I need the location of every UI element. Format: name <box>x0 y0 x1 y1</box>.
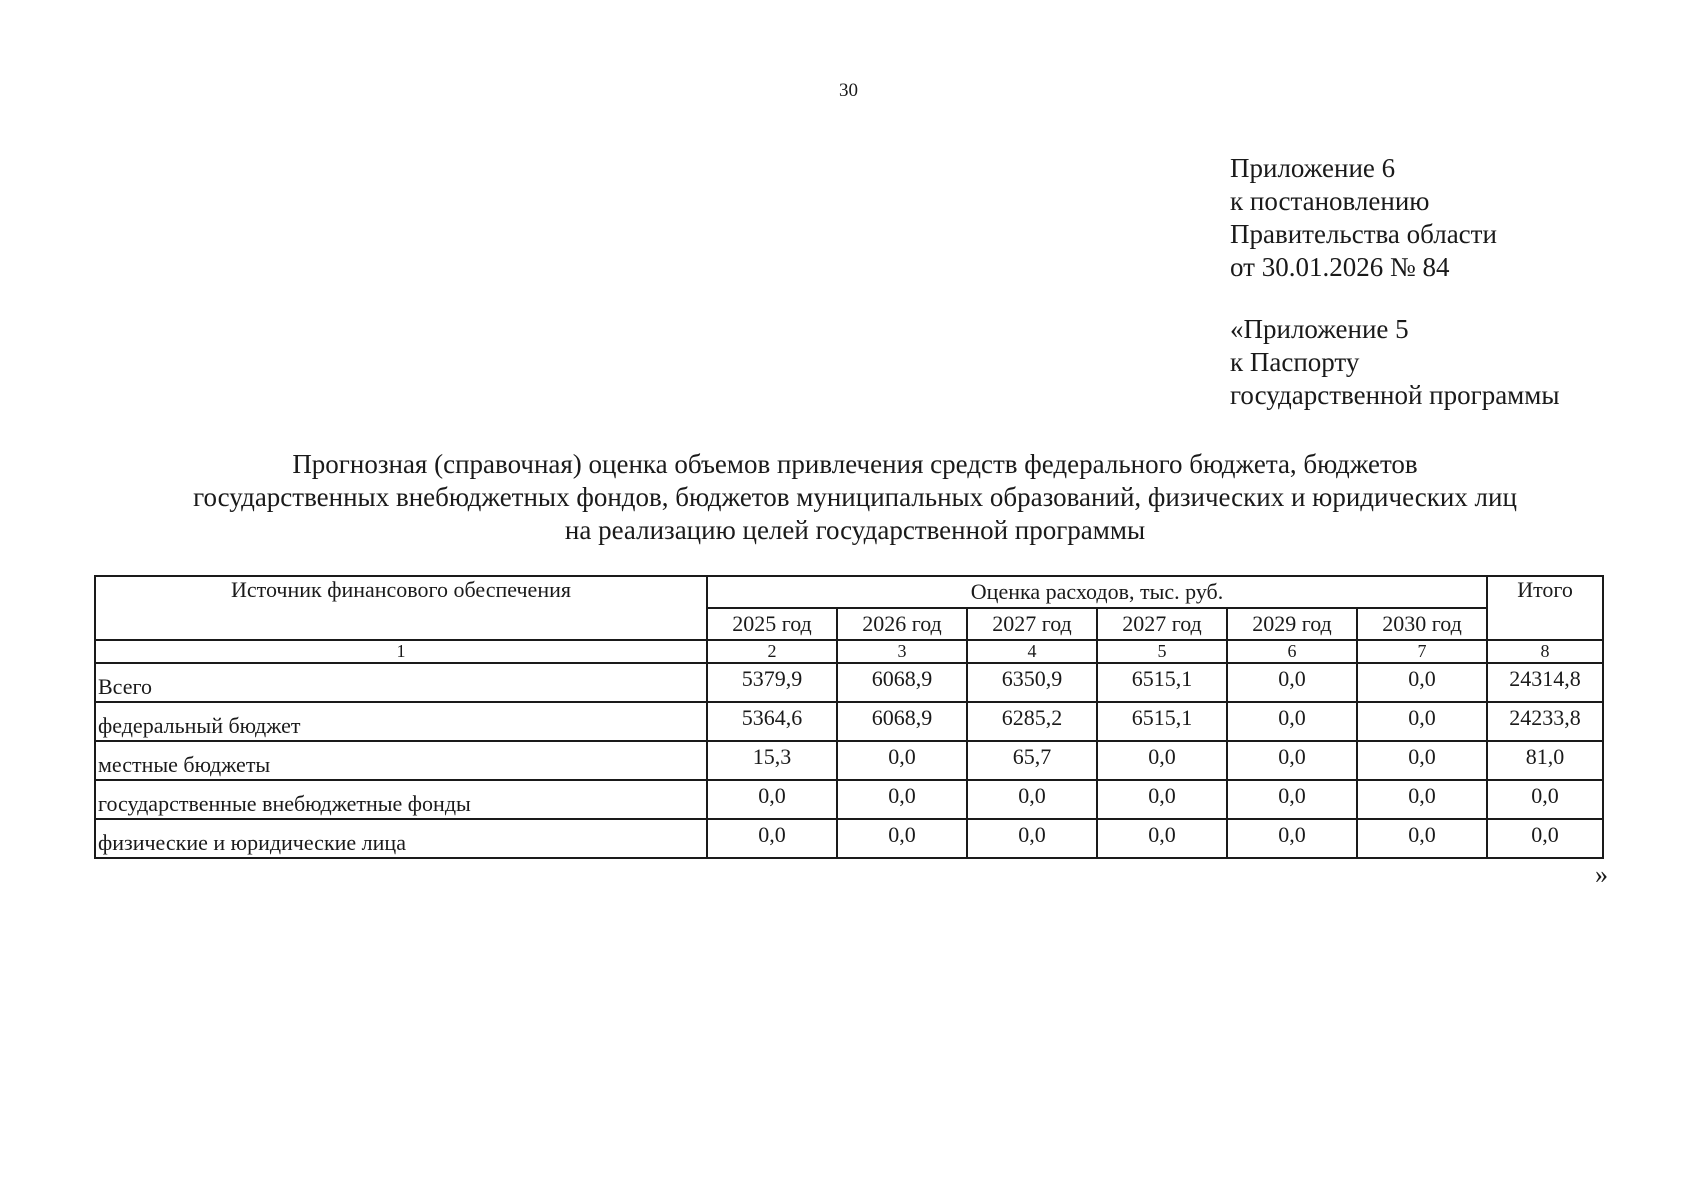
cell-value: 5379,9 <box>707 663 837 702</box>
column-number: 5 <box>1097 640 1227 663</box>
cell-value: 0,0 <box>1227 819 1357 858</box>
table-row <box>95 663 1603 702</box>
cell-value: 0,0 <box>1227 741 1357 780</box>
cell-value: 0,0 <box>1227 780 1357 819</box>
column-number: 2 <box>707 640 837 663</box>
cell-value: 6068,9 <box>837 702 967 741</box>
column-number: 6 <box>1227 640 1357 663</box>
closing-quote: » <box>1595 860 1608 889</box>
column-number: 4 <box>967 640 1097 663</box>
cell-value: 0,0 <box>967 780 1097 819</box>
column-number: 8 <box>1487 640 1603 663</box>
cell-total: 0,0 <box>1487 819 1603 858</box>
cell-value: 0,0 <box>1097 819 1227 858</box>
table-row <box>95 741 1603 780</box>
column-number: 7 <box>1357 640 1487 663</box>
document-title <box>80 448 1630 547</box>
column-number-row <box>95 640 1603 663</box>
cell-value: 0,0 <box>1097 741 1227 780</box>
cell-value: 6068,9 <box>837 663 967 702</box>
row-label: местные бюджеты <box>95 741 707 780</box>
title-line: государственных внебюджетных фондов, бюджетов муниципальных образований, физических и юридических лиц <box>193 482 1517 512</box>
cell-value: 6285,2 <box>967 702 1097 741</box>
cell-value: 6515,1 <box>1097 702 1227 741</box>
cell-value: 0,0 <box>1227 702 1357 741</box>
quoted-appendix-line: государственной программы <box>1230 380 1560 410</box>
appendix-line: Правительства области <box>1230 219 1497 249</box>
cell-value: 0,0 <box>1357 819 1487 858</box>
header-year: 2027 год <box>967 608 1097 640</box>
title-line: на реализацию целей государственной программы <box>564 515 1146 545</box>
header-year: 2029 год <box>1227 608 1357 640</box>
cell-value: 5364,6 <box>707 702 837 741</box>
cell-value: 6515,1 <box>1097 663 1227 702</box>
cell-value: 6350,9 <box>967 663 1097 702</box>
header-year: 2030 год <box>1357 608 1487 640</box>
financing-table <box>94 575 1604 859</box>
header-year: 2027 год <box>1097 608 1227 640</box>
cell-total: 24314,8 <box>1487 663 1603 702</box>
cell-total: 81,0 <box>1487 741 1603 780</box>
row-label: Всего <box>95 663 707 702</box>
title-line: Прогнозная (справочная) оценка объемов привлечения средств федерального бюджета, бюджетов <box>292 449 1418 479</box>
cell-value: 15,3 <box>707 741 837 780</box>
quoted-appendix-line: «Приложение 5 <box>1230 314 1409 344</box>
header-source: Источник финансового обеспечения <box>95 576 707 640</box>
cell-value: 0,0 <box>707 780 837 819</box>
header-expense-estimate: Оценка расходов, тыс. руб. <box>707 576 1487 608</box>
cell-total: 24233,8 <box>1487 702 1603 741</box>
cell-value: 65,7 <box>967 741 1097 780</box>
header-total: Итого <box>1487 576 1603 640</box>
cell-value: 0,0 <box>1357 702 1487 741</box>
row-label: федеральный бюджет <box>95 702 707 741</box>
cell-value: 0,0 <box>837 780 967 819</box>
appendix-block <box>1230 152 1560 412</box>
row-label: государственные внебюджетные фонды <box>95 780 707 819</box>
cell-value: 0,0 <box>1097 780 1227 819</box>
appendix-line: от 30.01.2026 № 84 <box>1230 252 1450 282</box>
row-label: физические и юридические лица <box>95 819 707 858</box>
appendix-line: к постановлению <box>1230 186 1430 216</box>
header-year: 2026 год <box>837 608 967 640</box>
appendix-line: Приложение 6 <box>1230 153 1396 183</box>
column-number: 3 <box>837 640 967 663</box>
cell-value: 0,0 <box>1227 663 1357 702</box>
quoted-appendix-line: к Паспорту <box>1230 347 1360 377</box>
header-year: 2025 год <box>707 608 837 640</box>
cell-value: 0,0 <box>837 819 967 858</box>
table-row <box>95 819 1603 858</box>
column-number: 1 <box>95 640 707 663</box>
cell-value: 0,0 <box>707 819 837 858</box>
page-number: 30 <box>839 80 858 101</box>
cell-value: 0,0 <box>967 819 1097 858</box>
table-row <box>95 780 1603 819</box>
cell-value: 0,0 <box>1357 663 1487 702</box>
cell-total: 0,0 <box>1487 780 1603 819</box>
cell-value: 0,0 <box>837 741 967 780</box>
cell-value: 0,0 <box>1357 741 1487 780</box>
table-row <box>95 702 1603 741</box>
cell-value: 0,0 <box>1357 780 1487 819</box>
